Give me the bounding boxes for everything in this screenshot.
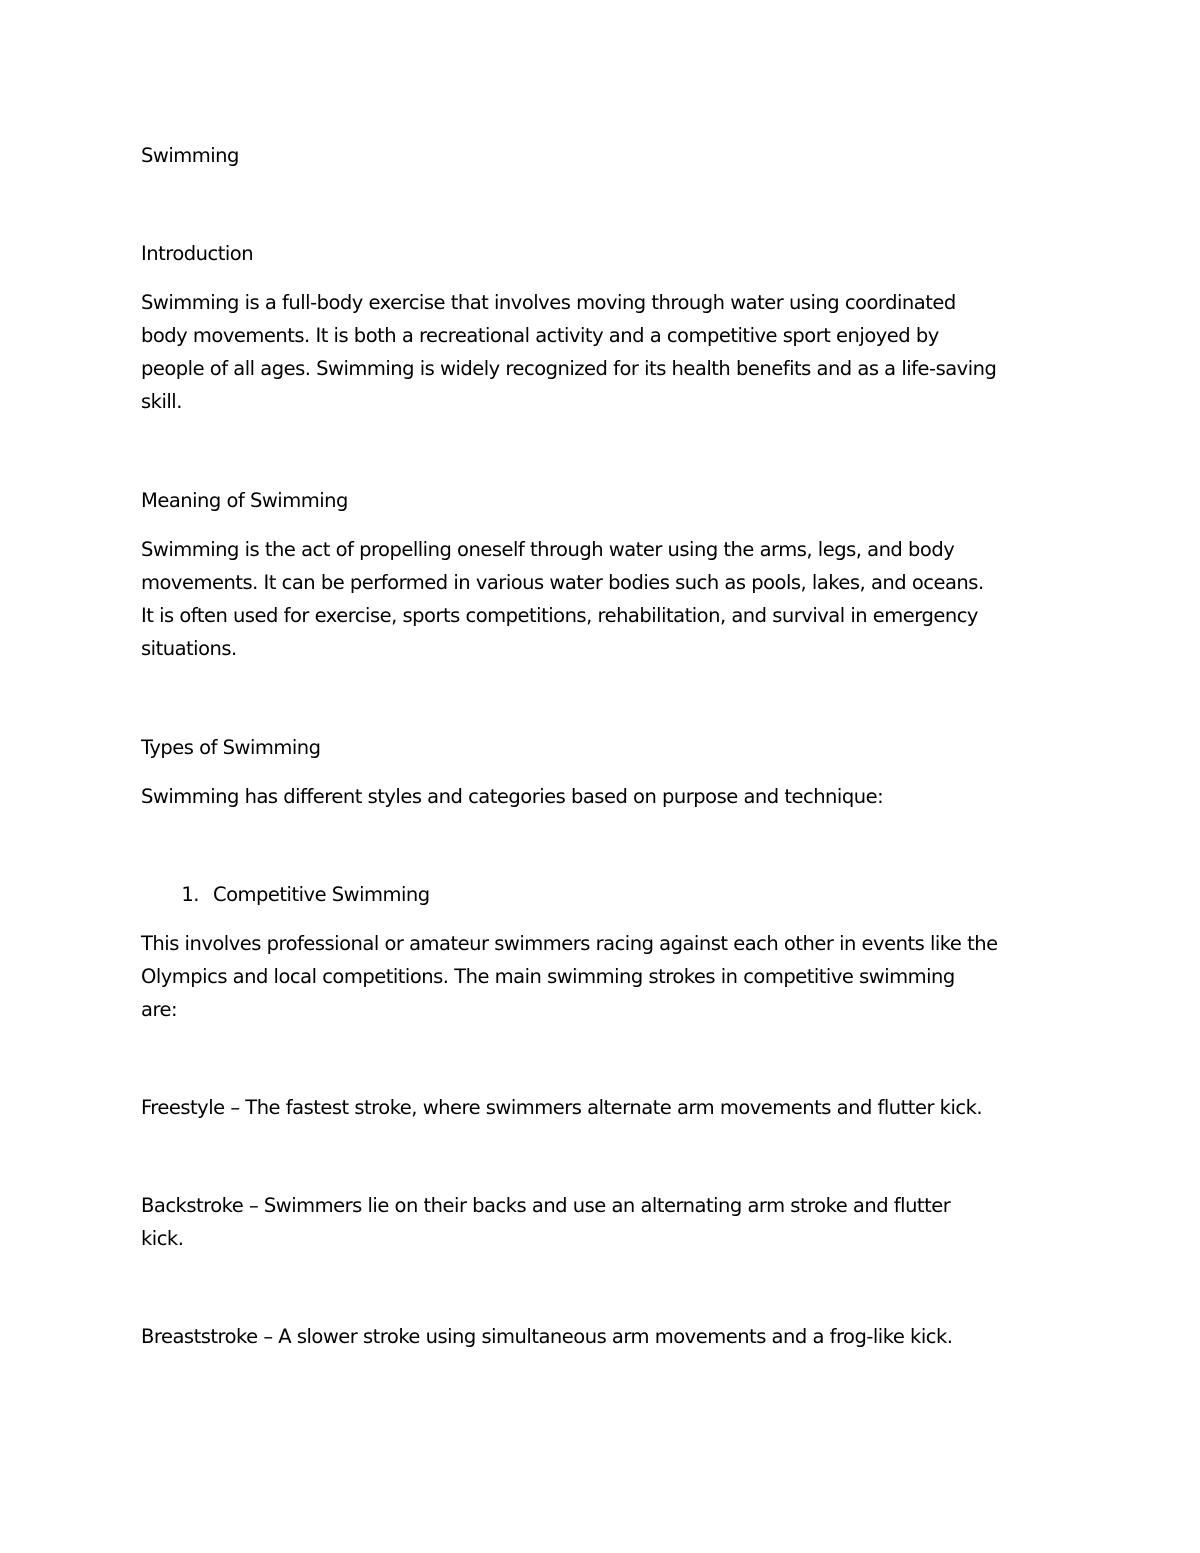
list-item-label: Competitive Swimming bbox=[213, 883, 430, 906]
list-item-competitive-swimming bbox=[141, 878, 1071, 911]
stroke-backstroke: Backstroke – Swimmers lie on their backs and use an alternating arm stroke and flutter kick. bbox=[141, 1194, 951, 1250]
meaning-heading: Meaning of Swimming bbox=[141, 489, 348, 512]
types-intro: Swimming has different styles and categories based on purpose and technique: bbox=[141, 785, 884, 808]
stroke-breaststroke: Breaststroke – A slower stroke using simultaneous arm movements and a frog-like kick. bbox=[141, 1325, 953, 1348]
list-number: 1. bbox=[181, 883, 199, 906]
competitive-swimming-paragraph: This involves professional or amateur swimmers racing against each other in events like the Olympics and local competitions. The main swimming strokes in competitive swimming are: bbox=[141, 932, 998, 1021]
document-title: Swimming bbox=[141, 144, 239, 167]
introduction-heading: Introduction bbox=[141, 242, 254, 265]
stroke-freestyle: Freestyle – The fastest stroke, where swimmers alternate arm movements and flutter kick. bbox=[141, 1096, 983, 1119]
types-heading: Types of Swimming bbox=[141, 736, 321, 759]
introduction-paragraph: Swimming is a full-body exercise that involves moving through water using coordinated body movements. It is both a recreational activity and a competitive sport enjoyed by people of all ages. Swimming is widely recognized for its health benefits and as a life-saving skill. bbox=[141, 291, 997, 413]
meaning-paragraph: Swimming is the act of propelling oneself through water using the arms, legs, and body movements. It can be performed in various water bodies such as pools, lakes, and oceans. It is often used for exercise, sports competitions, rehabilitation, and survival in emergency situations. bbox=[141, 538, 984, 660]
